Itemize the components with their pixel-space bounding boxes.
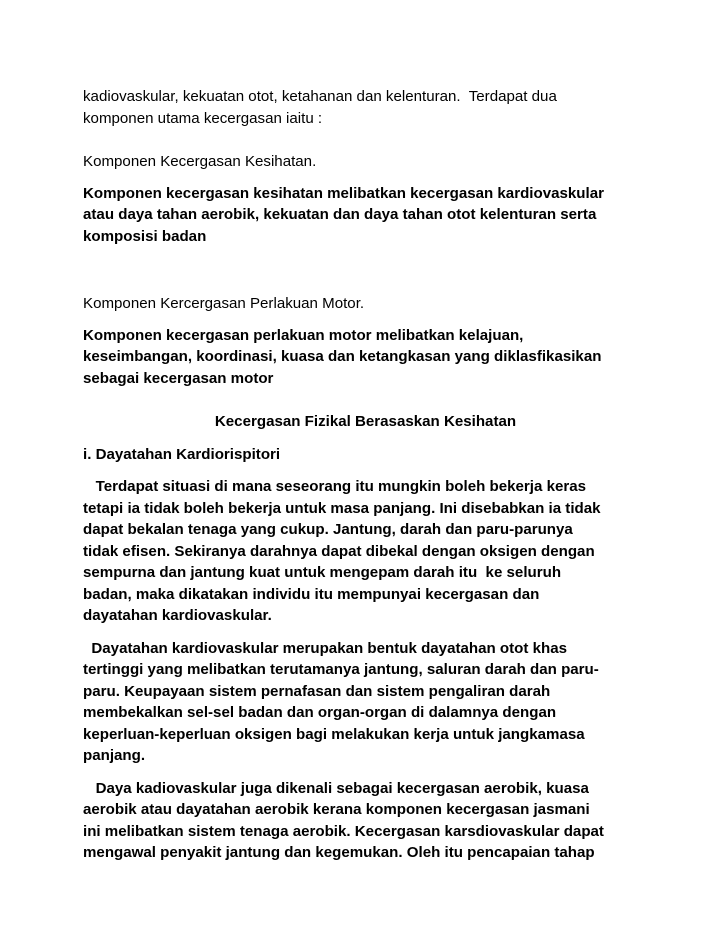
paragraph-line: Daya kadiovaskular juga dikenali sebagai kecergasan aerobik, kuasa <box>83 779 589 797</box>
paragraph-line: Terdapat situasi di mana seseorang itu mungkin boleh bekerja keras <box>83 478 587 495</box>
paragraph-line: dayatahan kardiovaskular. <box>83 607 272 624</box>
section1-title: Komponen Kecergasan Kesihatan. <box>83 153 317 170</box>
section1-line: Komponen kecergasan kesihatan melibatkan kecergasan kardiovaskular <box>83 184 604 202</box>
paragraph-line: ini melibatkan sistem tenaga aerobik. Kecergasan karsdiovaskular dapat <box>83 822 604 840</box>
document-page <box>83 86 648 864</box>
paragraph-line: badan, maka dikatakan individu itu mempunyai kecergasan dan <box>83 585 540 603</box>
section-heading: Kecergasan Fizikal Berasaskan Kesihatan <box>214 413 517 430</box>
paragraph-line: dapat bekalan tenaga yang cukup. Jantung, darah dan paru-parunya <box>83 521 573 538</box>
paragraph-line: sempurna dan jantung kuat untuk mengepam darah itu ke seluruh <box>83 564 562 581</box>
section1-line: komposisi badan <box>83 227 207 245</box>
paragraph-1 <box>83 476 648 627</box>
section2-line: sebagai kecergasan motor <box>83 369 274 387</box>
section2-title: Komponen Kercergasan Perlakuan Motor. <box>83 295 365 312</box>
section1-line: atau daya tahan aerobik, kekuatan dan daya tahan otot kelenturan serta <box>83 206 597 223</box>
paragraph-line: aerobik atau dayatahan aerobik kerana komponen kecergasan jasmani <box>83 801 590 818</box>
paragraph-line: panjang. <box>83 747 146 764</box>
paragraph-line: tertinggi yang melibatkan terutamanya jantung, saluran darah dan paru- <box>83 661 599 678</box>
section2-line: keseimbangan, koordinasi, kuasa dan ketangkasan yang diklasfikasikan <box>83 348 602 365</box>
paragraph-2 <box>83 638 648 767</box>
section2-line: Komponen kecergasan perlakuan motor melibatkan kelajuan, <box>83 326 524 344</box>
intro-paragraph <box>83 86 648 129</box>
paragraph-line: tetapi ia tidak boleh bekerja untuk masa panjang. Ini disebabkan ia tidak <box>83 499 601 517</box>
intro-line: kadiovaskular, kekuatan otot, ketahanan dan kelenturan. Terdapat dua <box>83 88 557 105</box>
paragraph-line: tidak efisen. Sekiranya darahnya dapat dibekal dengan oksigen dengan <box>83 542 595 560</box>
section2-body <box>83 325 648 390</box>
intro-line: komponen utama kecergasan iaitu : <box>83 109 323 127</box>
paragraph-line: membekalkan sel-sel badan dan organ-organ di dalamnya dengan <box>83 704 557 721</box>
paragraph-3 <box>83 778 648 864</box>
paragraph-line: paru. Keupayaan sistem pernafasan dan sistem pengaliran darah <box>83 682 551 700</box>
paragraph-line: mengawal penyakit jantung dan kegemukan. Oleh itu pencapaian tahap <box>83 844 595 861</box>
paragraph-line: keperluan-keperluan oksigen bagi melakukan kerja untuk jangkamasa <box>83 725 585 743</box>
subheading: i. Dayatahan Kardiorispitori <box>83 445 281 463</box>
section1-body <box>83 183 648 248</box>
paragraph-line: Dayatahan kardiovaskular merupakan bentuk dayatahan otot khas <box>83 639 568 657</box>
